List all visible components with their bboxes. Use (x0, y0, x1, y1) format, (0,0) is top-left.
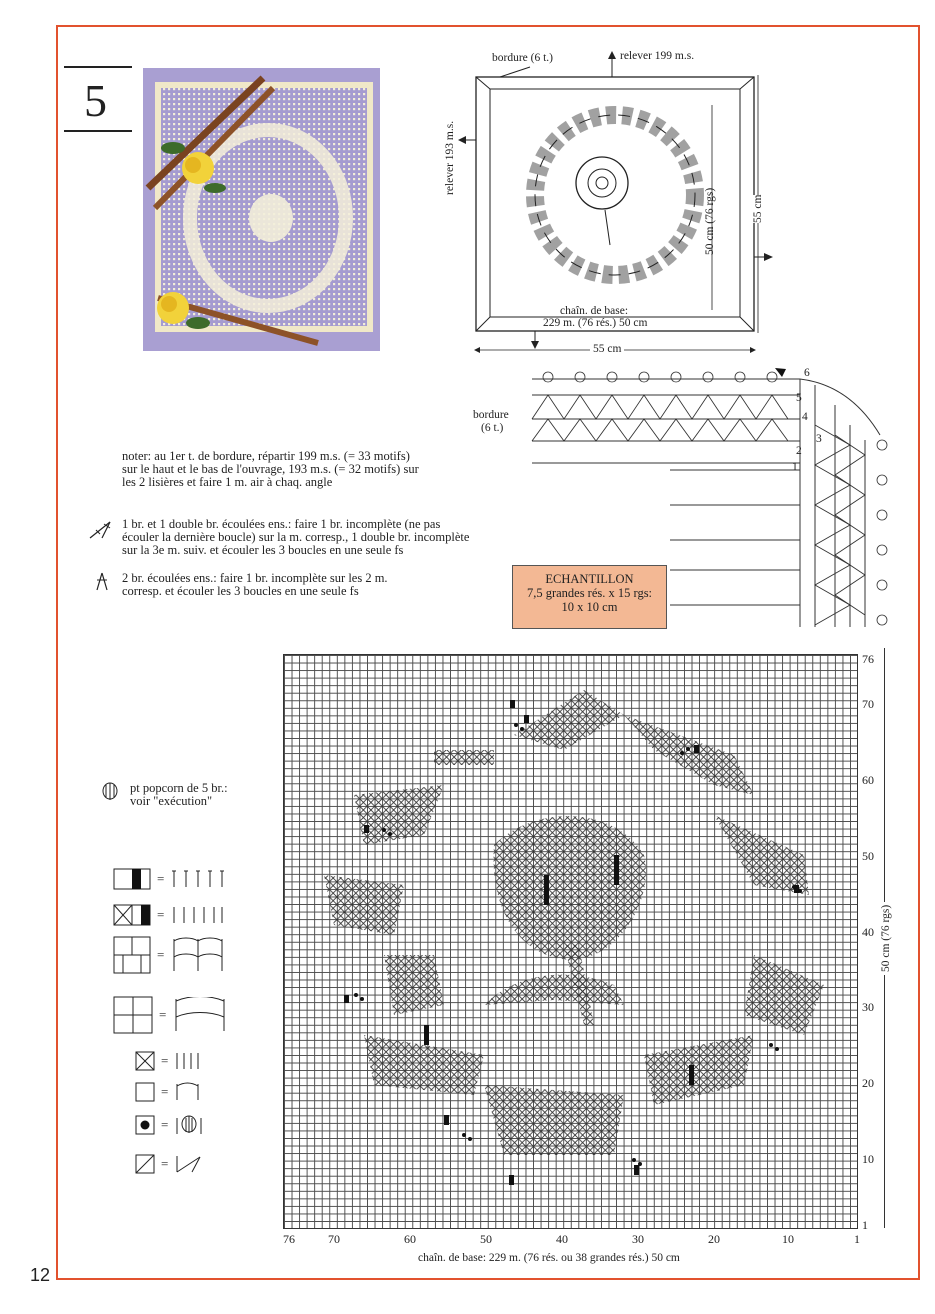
note-symbol-2 (122, 572, 388, 598)
border-row-5: 5 (796, 392, 802, 404)
size-schematic (440, 45, 780, 365)
y-tick-70: 70 (862, 697, 874, 711)
schematic-outer-height: 55 cm (752, 194, 764, 223)
legend-empty-icon (135, 1082, 155, 1102)
schematic-top-label: relever 199 m.s. (620, 50, 695, 62)
border-diagram-label-2: (6 t.) (481, 422, 504, 434)
note-popcorn-line-1: pt popcorn de 5 br.: (130, 781, 228, 795)
y-tick-76: 76 (862, 652, 874, 666)
legend-row-4: = (113, 996, 228, 1034)
y-tick-40: 40 (862, 925, 874, 939)
x-tick-30: 30 (632, 1232, 644, 1246)
y-tick-10: 10 (862, 1152, 874, 1166)
note-symbol-2-line-2: corresp. et écouler les 3 boucles en une seule fs (122, 584, 359, 598)
section-number: 5 (84, 75, 107, 126)
x-tick-40: 40 (556, 1232, 568, 1246)
schematic-border-label: bordure (6 t.) (492, 52, 553, 64)
note-symbol-1-line-1: 1 br. et 1 double br. écoulées ens.: faire 1 br. incomplète (ne pas (122, 517, 441, 531)
legend-large-mesh-icon (113, 936, 151, 974)
legend-row-6: = (135, 1082, 204, 1102)
popcorn-icon (101, 782, 119, 807)
filet-chart-grid (283, 654, 858, 1229)
note-main (122, 450, 419, 489)
schematic-inner-height: 50 cm (76 rgs) (704, 187, 716, 255)
legend-cross-filled-icon (113, 904, 151, 926)
legend-row-3: = (113, 936, 226, 974)
x-tick-50: 50 (480, 1232, 492, 1246)
y-tick-50: 50 (862, 849, 874, 863)
legend-row-2: = (113, 904, 226, 926)
legend-row-5: = (135, 1051, 204, 1071)
legend-extra-large-mesh-icon (113, 996, 153, 1034)
schematic-base-chain-2: 229 m. (76 rés.) 50 cm (543, 317, 648, 329)
gauge-box (512, 565, 667, 629)
schematic-outer-width: 55 cm (590, 343, 624, 356)
legend-row-7: = (135, 1114, 204, 1136)
y-tick-30: 30 (862, 1000, 874, 1014)
x-axis-label: chaîn. de base: 229 m. (76 rés. ou 38 grandes rés.) 50 cm (418, 1252, 680, 1264)
doily-photo (143, 68, 380, 351)
note-main-line-1: noter: au 1er t. de bordure, répartir 199 m.s. (= 33 motifs) (122, 449, 410, 463)
symbol-1-icon (88, 518, 114, 545)
border-diagram-label-1: bordure (473, 409, 509, 421)
symbol-2-icon (94, 570, 110, 597)
x-tick-70: 70 (328, 1232, 340, 1246)
legend-cross-icon (135, 1051, 155, 1071)
note-symbol-1-line-2: écouler la dernière boucle) sur la m. corresp., 1 double br. incomplète (122, 530, 470, 544)
legend-popcorn-cell-icon (135, 1115, 155, 1135)
x-tick-10: 10 (782, 1232, 794, 1246)
y-tick-20: 20 (862, 1076, 874, 1090)
section-rule-top (64, 66, 132, 68)
border-row-6: 6 (804, 367, 810, 379)
note-main-line-3: les 2 lisières et faire 1 m. air à chaq. angle (122, 475, 333, 489)
legend-diagonal-icon (135, 1154, 155, 1174)
note-symbol-1 (122, 518, 469, 557)
gauge-line-2: 10 x 10 cm (561, 600, 618, 614)
schematic-base-chain-1: chaîn. de base: (560, 305, 629, 317)
schematic-left-label: relever 193 m.s. (444, 120, 456, 195)
note-popcorn (130, 782, 228, 808)
gauge-line-1: 7,5 grandes rés. x 15 rgs: (526, 586, 653, 600)
y-tick-1: 1 (862, 1218, 868, 1232)
x-tick-60: 60 (404, 1232, 416, 1246)
y-axis-label: 50 cm (76 rgs) (880, 902, 893, 975)
x-tick-1: 1 (854, 1232, 860, 1246)
note-main-line-2: sur le haut et le bas de l'ouvrage, 193 m.s. (= 32 motifs) sur (122, 462, 419, 476)
x-tick-76: 76 (283, 1232, 295, 1246)
section-rule-bottom (64, 130, 132, 132)
border-row-4: 4 (802, 411, 808, 423)
note-popcorn-line-2: voir "exécution" (130, 794, 213, 808)
legend-open-filled-icon (113, 868, 151, 890)
legend-row-1: = (113, 868, 226, 890)
page-number: 12 (30, 1265, 51, 1285)
note-symbol-2-line-1: 2 br. écoulées ens.: faire 1 br. incomplète sur les 2 m. (122, 571, 388, 585)
border-row-1: 1 (792, 461, 798, 473)
gauge-title: ECHANTILLON (545, 572, 634, 586)
border-row-3: 3 (816, 433, 822, 445)
border-row-2: 2 (796, 445, 802, 457)
legend-row-8: = (135, 1154, 204, 1174)
x-tick-20: 20 (708, 1232, 720, 1246)
y-tick-60: 60 (862, 773, 874, 787)
note-symbol-1-line-3: sur la 3e m. suiv. et écouler les 3 boucles en une seule fs (122, 543, 404, 557)
